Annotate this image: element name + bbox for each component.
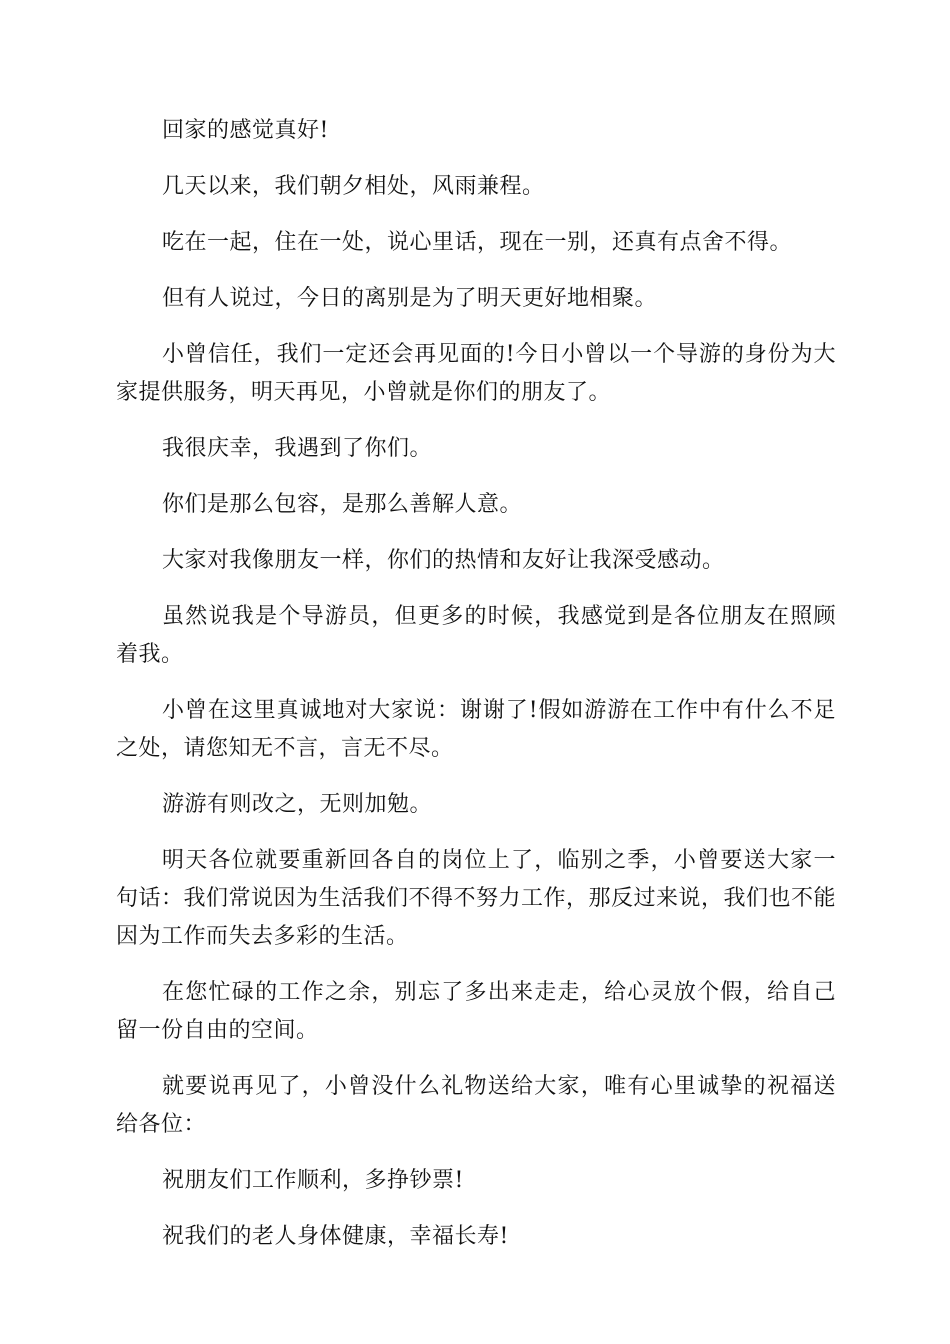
paragraph: 吃在一起，住在一处，说心里话，现在一别，还真有点舍不得。 [162, 230, 793, 255]
paragraph: 祝我们的老人身体健康，幸福长寿! [162, 1224, 509, 1249]
paragraph: 祝朋友们工作顺利，多挣钞票! [162, 1168, 464, 1193]
paragraph: 我很庆幸，我遇到了你们。 [162, 436, 433, 461]
paragraph: 几天以来，我们朝夕相处，风雨兼程。 [162, 174, 545, 199]
document-body [116, 112, 836, 1274]
paragraph: 在您忙碌的工作之余，别忘了多出来走走，给心灵放个假，给自己留一份自由的空间。 [116, 980, 836, 1043]
paragraph: 你们是那么包容，是那么善解人意。 [162, 492, 523, 517]
paragraph: 就要说再见了，小曾没什么礼物送给大家，唯有心里诚挚的祝福送给各位： [116, 1074, 836, 1137]
paragraph: 小曾在这里真诚地对大家说：谢谢了!假如游游在工作中有什么不足之处，请您知无不言，言无不尽。 [116, 698, 836, 761]
paragraph: 但有人说过，今日的离别是为了明天更好地相聚。 [162, 286, 658, 311]
paragraph: 回家的感觉真好! [162, 118, 329, 143]
paragraph: 大家对我像朋友一样，你们的热情和友好让我深受感动。 [162, 548, 725, 573]
paragraph: 小曾信任，我们一定还会再见面的!今日小曾以一个导游的身份为大家提供服务，明天再见，小曾就是你们的朋友了。 [116, 342, 836, 405]
paragraph: 游游有则改之，无则加勉。 [162, 792, 433, 817]
paragraph: 虽然说我是个导游员，但更多的时候，我感觉到是各位朋友在照顾着我。 [116, 604, 836, 667]
paragraph: 明天各位就要重新回各自的岗位上了，临别之季，小曾要送大家一句话：我们常说因为生活我们不得不努力工作，那反过来说，我们也不能因为工作而失去多彩的生活。 [116, 848, 837, 949]
